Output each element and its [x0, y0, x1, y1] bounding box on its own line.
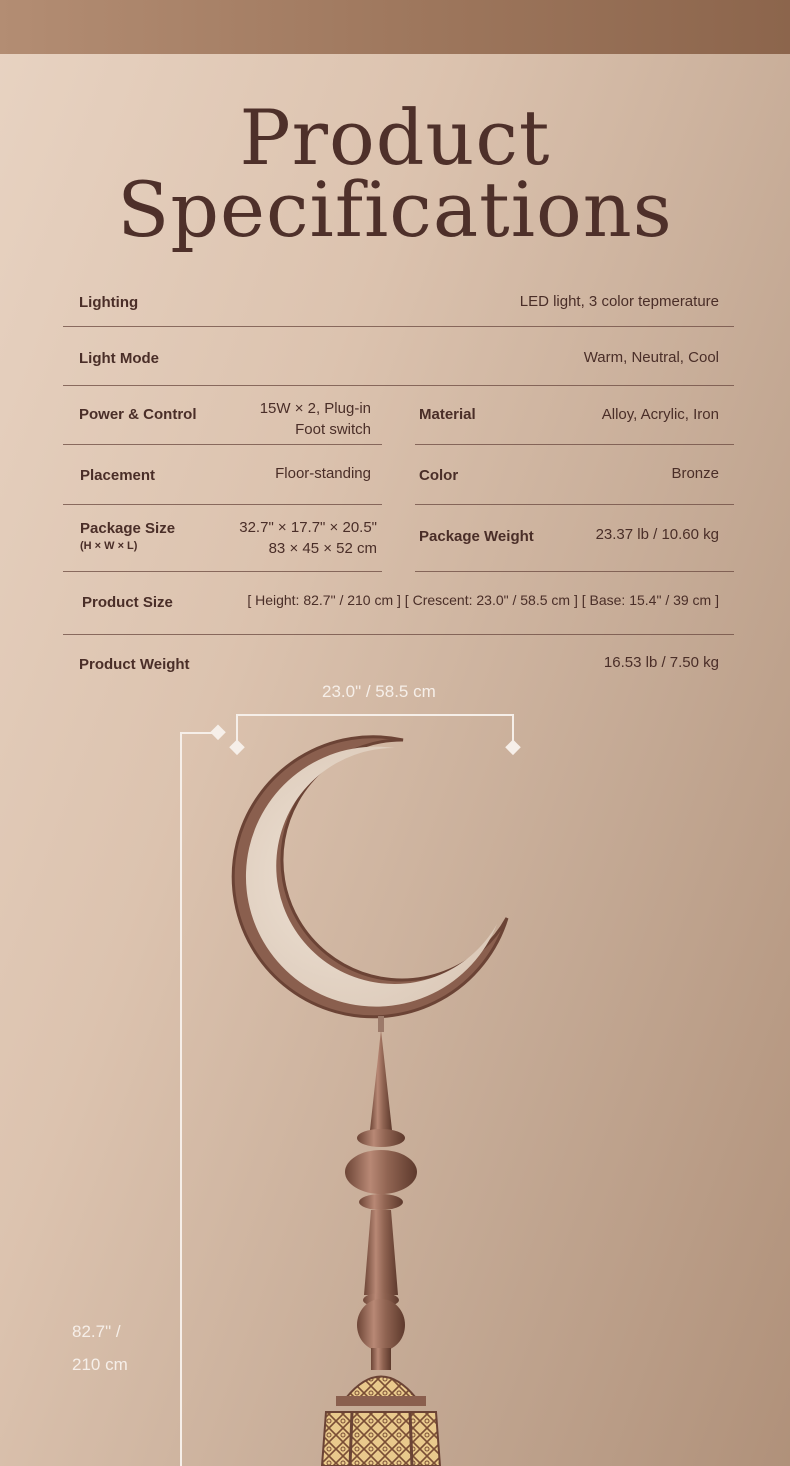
- lighting-label: Lighting: [79, 294, 139, 311]
- divider: [63, 634, 734, 635]
- divider: [415, 571, 734, 572]
- package-size-label: Package Size: [80, 520, 176, 537]
- material-label: Material: [419, 406, 476, 423]
- divider: [415, 444, 734, 445]
- product-weight-label: Product Weight: [79, 656, 190, 673]
- package-size-value-line2: 83 × 45 × 52 cm: [268, 540, 377, 557]
- power-value-line1: 15W × 2, Plug-in: [259, 400, 371, 417]
- placement-value: Floor-standing: [275, 465, 371, 482]
- page-title-line1: Product: [239, 93, 551, 182]
- package-size-value: [200, 517, 377, 559]
- height-label-line1: 82.7" /: [72, 1322, 121, 1341]
- lower-bulb: [357, 1299, 405, 1351]
- package-weight-label: Package Weight: [419, 528, 534, 545]
- upper-bulb: [345, 1150, 417, 1194]
- divider: [63, 504, 382, 505]
- package-size-value-line1: 32.7" × 17.7" × 20.5": [239, 519, 377, 536]
- product-weight-value: 16.53 lb / 7.50 kg: [603, 654, 719, 671]
- color-value: Bronze: [671, 465, 719, 482]
- top-banner: [0, 0, 790, 54]
- dimension-lines: [181, 715, 513, 1466]
- spire: [370, 1030, 392, 1130]
- color-label: Color: [419, 467, 459, 484]
- divider: [63, 326, 734, 327]
- lantern-dome: [346, 1377, 416, 1399]
- product-size-label: Product Size: [82, 594, 173, 611]
- divider: [63, 385, 734, 386]
- power-value-line2: Foot switch: [295, 421, 371, 438]
- package-size-sublabel: (H × W × L): [80, 540, 138, 552]
- crescent-width-label: 23.0" / 58.5 cm: [322, 682, 436, 701]
- crescent-floor-lamp-illustration: [0, 690, 790, 1466]
- package-weight-value: 23.37 lb / 10.60 kg: [595, 526, 719, 543]
- light-mode-value: Warm, Neutral, Cool: [583, 349, 719, 366]
- product-size-value: [ Height: 82.7" / 210 cm ] [ Crescent: 23.0" / 58.5 cm ] [ Base: 15.4" / 39 cm ]: [247, 592, 719, 608]
- light-mode-label: Light Mode: [79, 350, 159, 367]
- divider: [415, 504, 734, 505]
- height-label-line2: 210 cm: [72, 1355, 128, 1374]
- lighting-value: LED light, 3 color tepmerature: [519, 293, 719, 310]
- material-value: Alloy, Acrylic, Iron: [601, 406, 719, 423]
- placement-label: Placement: [80, 467, 156, 484]
- divider: [63, 571, 382, 572]
- divider: [63, 444, 382, 445]
- power-label: Power & Control: [79, 406, 197, 423]
- power-value: [210, 398, 371, 440]
- page-title-line2: Specifications: [117, 165, 673, 254]
- lantern-body: [322, 1412, 440, 1466]
